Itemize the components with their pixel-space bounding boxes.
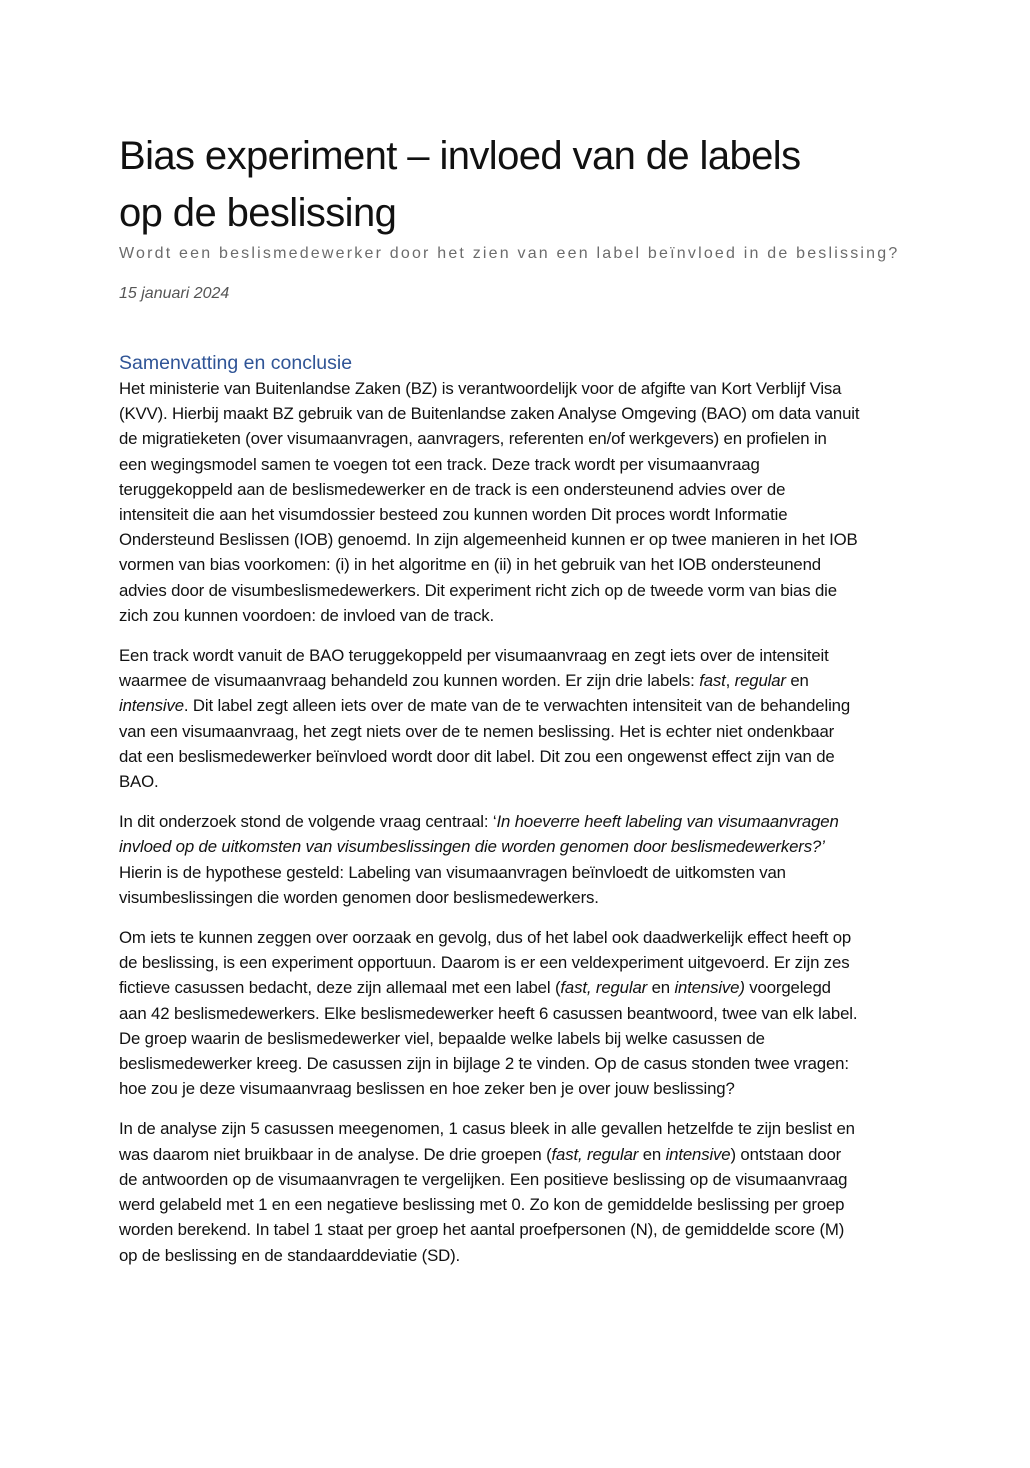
text-line: de antwoorden op de visumaanvragen te vergelijken. Een positieve beslissing op de visumaanvraag	[119, 1169, 848, 1189]
text-line: hoe zou je deze visumaanvraag beslissen en hoe zeker ben je over jouw beslissing?	[119, 1079, 735, 1099]
text-line: intensiteit die aan het visumdossier besteed zou kunnen worden Dit proces wordt Informatie	[119, 505, 788, 525]
label-fast-regular: fast, regular	[551, 1144, 639, 1164]
text-line: de beslissing, is een experiment opportuun. Daarom is er een veldexperiment uitgevoerd. Er zijn zes	[119, 953, 850, 973]
text-line: op de beslissing en de standaarddeviatie (SD).	[119, 1245, 461, 1265]
document-date: 15 januari 2024	[119, 285, 230, 302]
text-line: Een track wordt vanuit de BAO teruggekoppeld per visumaanvraag en zegt iets over de intensiteit	[119, 646, 829, 666]
paragraph-2	[119, 643, 919, 794]
text-run: en	[638, 1144, 666, 1164]
text-line: De groep waarin de beslismedewerker viel, bepaalde welke labels bij welke casussen de	[119, 1028, 765, 1048]
text-run: voorgelegd	[744, 978, 831, 998]
text-line: worden berekend. In tabel 1 staat per groep het aantal proefpersonen (N), de gemiddelde score (M)	[119, 1220, 845, 1240]
label-intensive: intensive)	[674, 978, 745, 998]
text-run: was daarom niet bruikbaar in de analyse. De drie groepen (	[119, 1144, 552, 1164]
text-line: zich zou kunnen voordoen: de invloed van de track.	[119, 605, 494, 625]
text-run: waarmee de visumaanvraag behandeld zou kunnen worden. Er zijn drie labels:	[119, 671, 700, 691]
document-subtitle: Wordt een beslismedewerker door het zien van een label beïnvloed in de beslissing?	[119, 245, 900, 262]
research-question: In hoeverre heeft labeling van visumaanvragen	[496, 812, 839, 832]
text-line: BAO.	[119, 772, 159, 792]
title-line-1: Bias experiment – invloed van de labels	[119, 134, 801, 178]
label-fast-regular: fast, regular	[560, 978, 648, 998]
text-line: visumbeslissingen die worden genomen door beslismedewerkers.	[119, 887, 599, 907]
text-line: aan 42 beslismedewerkers. Elke beslismedewerker heeft 6 casussen beantwoord, twee van elk label.	[119, 1003, 858, 1023]
text-line: Ondersteund Beslissen (IOB) genoemd. In zijn algemeenheid kunnen er op twee manieren in het IOB	[119, 530, 858, 550]
text-line: vormen van bias voorkomen: (i) in het algoritme en (ii) in het gebruik van het IOB ondersteunend	[119, 555, 821, 575]
text-run: . Dit label zegt alleen iets over de mate van de te verwachten intensiteit van de behandeling	[183, 696, 851, 716]
text-line	[119, 834, 919, 859]
text-run: en	[647, 978, 675, 998]
text-line: In de analyse zijn 5 casussen meegenomen, 1 casus bleek in alle gevallen hetzelfde te zijn beslist en	[119, 1119, 855, 1139]
text-line	[119, 1142, 919, 1167]
section-heading: Samenvatting en conclusie	[119, 352, 353, 374]
text-run: In dit onderzoek stond de volgende vraag centraal: ‘	[119, 812, 497, 832]
text-line	[119, 809, 919, 834]
text-line: Hierin is de hypothese gesteld: Labeling van visumaanvragen beïnvloedt de uitkomsten van	[119, 862, 786, 882]
text-run: ) ontstaan door	[730, 1144, 842, 1164]
label-intensive: intensive	[665, 1144, 731, 1164]
text-line: de migratieketen (over visumaanvragen, aanvragers, referenten en/of werkgevers) en profielen in	[119, 429, 827, 449]
label-regular: regular	[734, 671, 786, 691]
text-line: (KVV). Hierbij maakt BZ gebruik van de Buitenlandse zaken Analyse Omgeving (BAO) om data vanuit	[119, 404, 860, 424]
text-line: een wegingsmodel samen te voegen tot een track. Deze track wordt per visumaanvraag	[119, 454, 760, 474]
research-question: invloed op de uitkomsten van visumbeslissingen die worden genomen door beslismedewerkers?’	[119, 837, 825, 857]
text-line: Het ministerie van Buitenlandse Zaken (BZ) is verantwoordelijk voor de afgifte van Kort Verblijf Visa	[119, 379, 842, 398]
text-line: beslismedewerker kreeg. De casussen zijn in bijlage 2 te vinden. Op de casus stonden twee vragen:	[119, 1054, 849, 1074]
text-line: teruggekoppeld aan de beslismedewerker en de track is een ondersteunend advies over de	[119, 479, 786, 499]
text-line	[119, 975, 919, 1000]
label-intensive: intensive	[119, 696, 184, 716]
text-line	[119, 668, 919, 693]
text-line: werd gelabeld met 1 en een negatieve beslissing met 0. Zo kon de gemiddelde beslissing per groep	[119, 1195, 845, 1215]
text-line	[119, 693, 919, 718]
text-line: dat een beslismedewerker beïnvloed wordt door dit label. Dit zou een ongewenst effect zijn van de	[119, 746, 835, 766]
title-line-2: op de beslissing	[119, 191, 397, 235]
paragraph-3	[119, 809, 919, 910]
paragraph-1	[119, 376, 919, 628]
text-line: Om iets te kunnen zeggen over oorzaak en gevolg, dus of het label ook daadwerkelijk effect heeft op	[119, 928, 852, 948]
text-run: ,	[725, 671, 735, 691]
document-title	[119, 128, 919, 242]
text-run: fictieve casussen bedacht, deze zijn allemaal met een label (	[119, 978, 561, 998]
label-fast: fast	[699, 671, 726, 691]
text-line: van een visumaanvraag, het zegt niets over de te nemen beslissing. Het is echter niet ondenkbaar	[119, 721, 835, 741]
paragraph-4	[119, 925, 919, 1101]
text-line: advies door de visumbeslismedewerkers. Dit experiment richt zich op de tweede vorm van bias die	[119, 580, 837, 600]
document-page	[119, 128, 919, 1283]
text-run: en	[785, 671, 809, 691]
paragraph-5	[119, 1116, 919, 1267]
